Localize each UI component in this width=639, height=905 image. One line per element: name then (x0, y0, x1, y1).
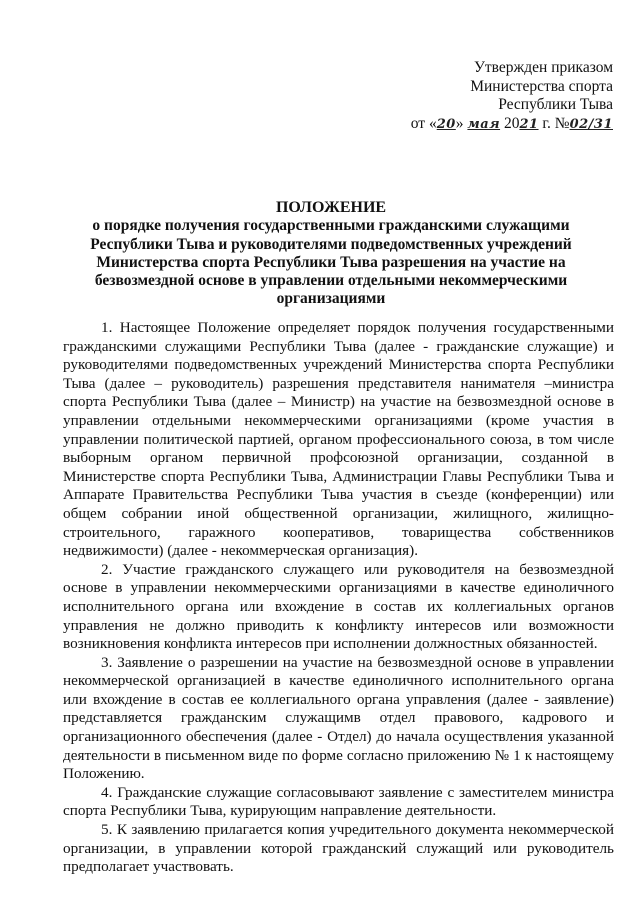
date-separator: » (455, 114, 468, 132)
date-day: 20 (436, 116, 456, 132)
order-number-label: г. № (538, 114, 570, 132)
paragraph-3: 3. Заявление о разрешении на участие на безвозмездной основе в управлении некоммерческой организацией в качестве единоличного исполнительного органа или вхождение в состав ее коллегиального органа управления (далее - заявление) представляется гражданским служащимв отдел правового, кадрового и организационного обеспечения (далее - Отдел) до начала осуществления указанной деятельности в письменном виде по форме согласно приложению № 1 к настоящему Положению. (63, 653, 614, 783)
document-title: ПОЛОЖЕНИЕ (275, 199, 387, 216)
approval-line-2: Министерства спорта (470, 77, 613, 95)
approval-stamp-block (411, 59, 613, 134)
paragraph-5: 5. К заявлению прилагается копия учредительного документа некоммерческой организации, в управлении которой гражданский служащий или руководитель предполагает участвовать. (63, 821, 614, 876)
paragraph-1: 1. Настоящее Положение определяет порядок получения государственными гражданскими служащими Республики Тыва (далее - гражданские служащие) и руководителями подведомственных учреждений Министерства спорта Республики Тыва (далее – руководитель) разрешения представителя нанимателя –министра спорта Республики Тыва (далее – Министр) на участие на безвозмездной основе в управлении отдельными некоммерческими организациями (кроме участия в управлении политической партией, органом профессионального союза, в том числе выборным органом первичной профсоюзной организации, созданной в Министерстве спорта Республики Тыва, Администрации Главы Республики Тыва и Аппарате Правительства Республики Тыва участия в съезде (конференции) или общем собрании иной общественной организации, жилищного, жилищно-строительного, гаражного кооперативов, товарищества собственников недвижимости) (далее - некоммерческая организация). (63, 319, 614, 560)
approval-line-1: Утвержден приказом (473, 59, 613, 76)
approval-line-3: Республики Тыва (498, 96, 613, 113)
document-subtitle: о порядке получения государственными гражданскими служащими Республики Тыва и руководителями подведомственных учреждений Министерства спорта Республики Тыва разрешения на участие на безвозмездной основе в управлении отдельными некоммерческими организациями (90, 217, 572, 308)
document-title-block (88, 199, 574, 309)
date-month: мая (467, 116, 501, 132)
paragraph-4: 4. Гражданские служащие согласовывают заявление с заместителем министра спорта Республики Тыва, курирующим направление деятельности. (63, 783, 614, 820)
order-number: 02/31 (569, 116, 613, 132)
date-prefix: от « (410, 114, 437, 132)
document-body (63, 319, 614, 877)
paragraph-2: 2. Участие гражданского служащего или руководителя на безвозмездной основе в управлении некоммерческими организациями в качестве единоличного исполнительного органа или вхождение в состав их коллегиальных органов управления не должно приводить к конфликту интересов или возможности возникновения конфликта интересов при исполнении должностных обязанностей. (63, 560, 614, 653)
approval-date-line (411, 115, 613, 135)
date-year-suffix: 21 (519, 116, 539, 132)
date-year-prefix: 20 (500, 114, 520, 132)
